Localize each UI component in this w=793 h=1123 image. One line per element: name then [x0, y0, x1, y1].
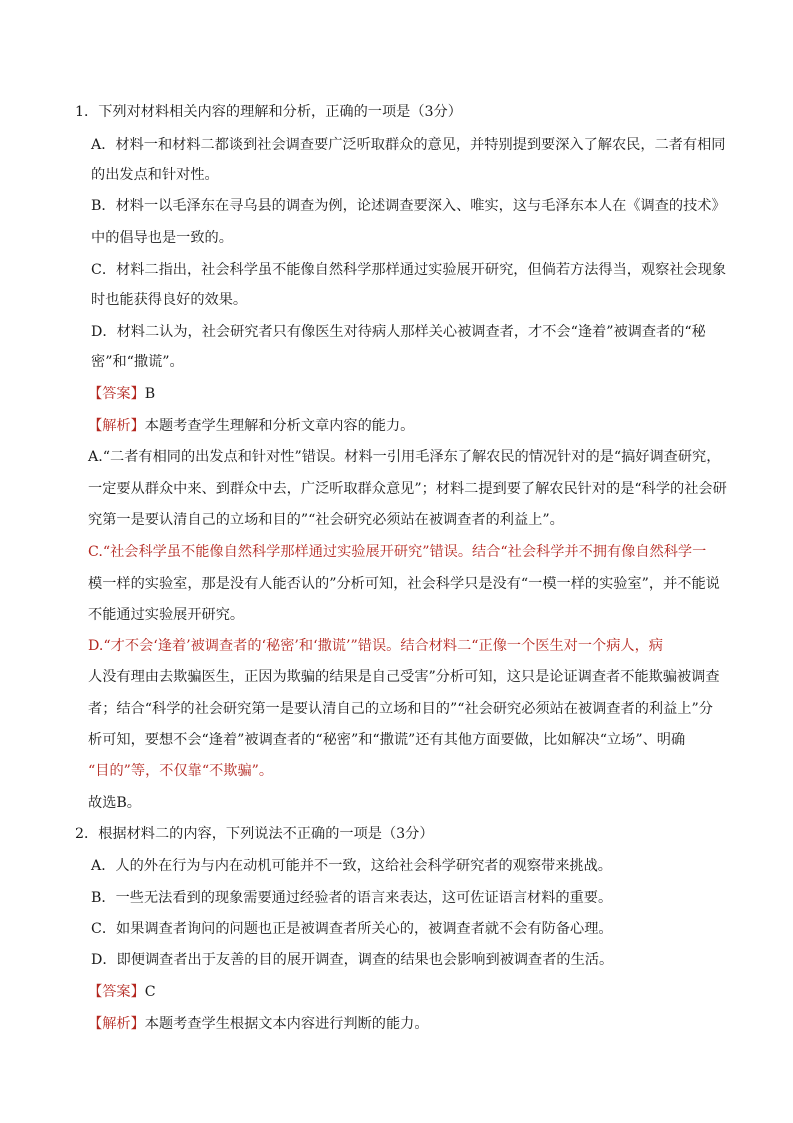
q1-explain-d-line5: “目的”等，不仅靠“不欺骗”。	[88, 763, 274, 779]
q1-explain-d-line1: D.“才不会‘逢着’被调查者的‘秘密’和‘撒谎’”错误。结合材料二“正像一个医生对一个病人，病	[88, 638, 663, 654]
q2-option-a: A．人的外在行为与内在动机可能并不一致，这给社会科学研究者的观察带来挑战。	[91, 858, 612, 874]
q1-option-c-line1: C．材料二指出，社会科学虽不能像自然科学那样通过实验展开研究，但倘若方法得当，观察社会现象	[91, 262, 727, 278]
q1-option-d-line2: 密”和“撒谎”。	[91, 354, 184, 370]
answer-label: 【答案】	[88, 984, 145, 1000]
analysis-text: 本题考查学生根据文本内容进行判断的能力。	[144, 1016, 429, 1032]
q1-explain-c-line2: 模一样的实验室，那是没有人能否认的”分析可知，社会科学只是没有“一模一样的实验室”，并不能说	[88, 576, 720, 592]
q2-analysis	[88, 1015, 429, 1033]
q1-option-b-line2: 中的倡导也是一致的。	[91, 230, 233, 246]
q2-stem: 2．根据材料二的内容，下列说法不正确的一项是（3分）	[75, 826, 434, 842]
q1-option-b-line1: B．材料一以毛泽东在寻乌县的调查为例，论述调查要深入、唯实，这与毛泽东本人在《调查的技术》	[91, 198, 726, 214]
q2-option-b: B．一些无法看到的现象需要通过经验者的语言来表达，这可佐证语言材料的重要。	[91, 890, 613, 906]
q1-explain-a-line2: 一定要从群众中来、到群众中去，广泛听取群众意见”；材料二提到要了解农民针对的是“科学的社会研	[88, 481, 727, 497]
q1-explain-a-line3: 究第一是要认清自己的立场和目的”“社会研究必须站在被调查者的利益上”。	[88, 512, 564, 528]
answer-value: C	[144, 984, 156, 1000]
q1-answer	[88, 385, 155, 403]
q2-option-c: C．如果调查者询问的问题也正是被调查者所关心的，被调查者就不会有防备心理。	[91, 921, 613, 937]
q2-option-d: D．即便调查者出于友善的目的展开调查，调查的结果也会影响到被调查者的生活。	[91, 952, 614, 968]
q1-option-a-line2: 的出发点和针对性。	[91, 167, 219, 183]
q1-explain-c-line1: C.“社会科学虽不能像自然科学那样通过实验展开研究”错误。结合“社会科学并不拥有像自然科学一	[88, 544, 707, 560]
q1-conclusion: 故选B。	[88, 795, 141, 811]
q1-explain-c-line3: 不能通过实验展开研究。	[88, 607, 245, 623]
answer-label: 【答案】	[88, 386, 145, 402]
q1-analysis	[88, 417, 414, 435]
q2-answer	[88, 983, 156, 1001]
q1-explain-d-line4: 析可知，要想不会“逢着”被调查者的“秘密”和“撒谎”还有其他方面要做，比如解决“立场”、明确	[88, 732, 686, 748]
q1-explain-a-line1: A.“二者有相同的出发点和针对性”错误。材料一引用毛泽东了解农民的情况针对的是“搞好调查研究，	[88, 449, 721, 465]
analysis-label: 【解析】	[88, 1016, 145, 1032]
q1-option-c-line2: 时也能获得良好的效果。	[91, 292, 248, 308]
q1-explain-d-line3: 者；结合“科学的社会研究第一是要认清自己的立场和目的”“社会研究必须站在被调查者的利益上”分	[88, 701, 713, 717]
answer-value: B	[144, 386, 156, 402]
q1-option-a-line1: A．材料一和材料二都谈到社会调查要广泛听取群众的意见，并特别提到要深入了解农民，二者有相同	[91, 137, 726, 153]
q1-explain-d-line2: 人没有理由去欺骗医生，正因为欺骗的结果是自己受害”分析可知，这只是论证调查者不能欺骗被调查	[88, 669, 720, 685]
analysis-text: 本题考查学生理解和分析文章内容的能力。	[144, 418, 415, 434]
q1-option-d-line1: D．材料二认为，社会研究者只有像医生对待病人那样关心被调查者，才不会“逢着”被调查者的“秘	[91, 324, 706, 340]
q1-stem: 1．下列对材料相关内容的理解和分析，正确的一项是（3分）	[75, 104, 462, 120]
analysis-label: 【解析】	[88, 418, 145, 434]
